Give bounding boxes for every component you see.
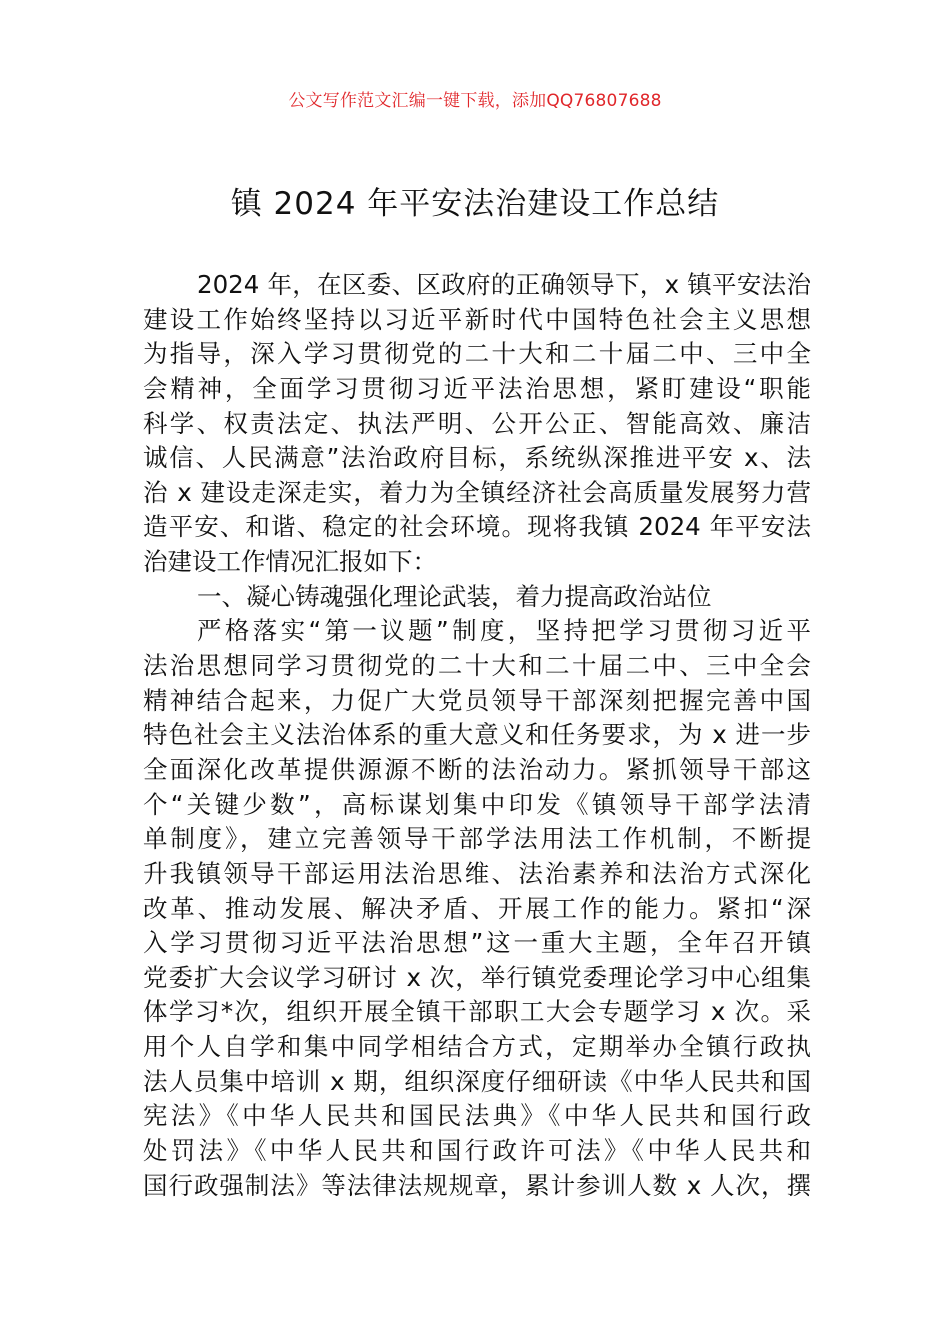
text-line: 改革、推动发展、解决矛盾、开展工作的能力。紧扣“深 — [143, 893, 811, 923]
text-line: 单制度》，建立完善领导干部学法用法工作机制，不断提 — [143, 824, 811, 854]
section-heading-text: 一、凝心铸魂强化理论武装，着力提高政治站位 — [197, 581, 712, 611]
text-line: 特色社会主义法治体系的重大意义和任务要求，为 x 进一步 — [143, 720, 811, 750]
text-line: 严格落实“第一议题”制度，坚持把学习贯彻习近平 — [197, 616, 811, 646]
paragraph-intro — [143, 268, 811, 580]
paragraph-section-1 — [143, 614, 811, 1203]
section-heading-1 — [143, 580, 811, 615]
text-line: 全面深化改革提供源源不断的法治动力。紧抓领导干部这 — [143, 754, 811, 784]
text-line: 党委扩大会议学习研讨 x 次，举行镇党委理论学习中心组集 — [143, 962, 811, 992]
text-line: 用个人自学和集中同学相结合方式，定期举办全镇行政执 — [143, 1032, 811, 1062]
text-line: 建设工作始终坚持以习近平新时代中国特色社会主义思想 — [143, 304, 811, 334]
text-line: 诚信、人民满意”法治政府目标，系统纵深推进平安 x、法 — [143, 443, 811, 473]
document-body — [143, 268, 811, 1203]
text-line: 升我镇领导干部运用法治思维、法治素养和法治方式深化 — [143, 858, 811, 888]
text-line: 入学习贯彻习近平法治思想”这一重大主题，全年召开镇 — [143, 928, 811, 958]
text-line: 治 x 建设走深走实，着力为全镇经济社会高质量发展努力营 — [143, 477, 811, 507]
text-line: 国行政强制法》等法律法规规章，累计参训人数 x 人次，撰 — [143, 1170, 811, 1200]
text-line: 法人员集中培训 x 期，组织深度仔细研读《中华人民共和国 — [143, 1066, 811, 1096]
text-line: 个“关键少数”，高标谋划集中印发《镇领导干部学法清 — [143, 789, 811, 819]
text-line: 会精神，全面学习贯彻习近平法治思想，紧盯建设“职能 — [143, 373, 811, 403]
text-line: 精神结合起来，力促广大党员领导干部深刻把握完善中国 — [143, 685, 811, 715]
text-line: 2024 年，在区委、区政府的正确领导下，x 镇平安法治 — [197, 270, 811, 299]
watermark-banner: 公文写作范文汇编一键下载，添加QQ76807688 — [288, 91, 662, 111]
text-line: 为指导，深入学习贯彻党的二十大和二十届二中、三中全 — [143, 339, 811, 369]
document-title: 镇 2024 年平安法治建设工作总结 — [230, 186, 720, 222]
text-line: 体学习*次，组织开展全镇干部职工大会专题学习 x 次。采 — [143, 997, 811, 1027]
text-line: 宪法》《中华人民共和国民法典》《中华人民共和国行政 — [143, 1101, 811, 1131]
text-line: 法治思想同学习贯彻党的二十大和二十届二中、三中全会 — [143, 651, 811, 681]
text-line: 造平安、和谐、稳定的社会环境。现将我镇 2024 年平安法 — [143, 512, 811, 542]
text-line: 治建设工作情况汇报如下： — [143, 547, 437, 577]
text-line: 处罚法》《中华人民共和国行政许可法》《中华人民共和 — [143, 1136, 811, 1166]
text-line: 科学、权责法定、执法严明、公开公正、智能高效、廉洁 — [143, 408, 811, 438]
